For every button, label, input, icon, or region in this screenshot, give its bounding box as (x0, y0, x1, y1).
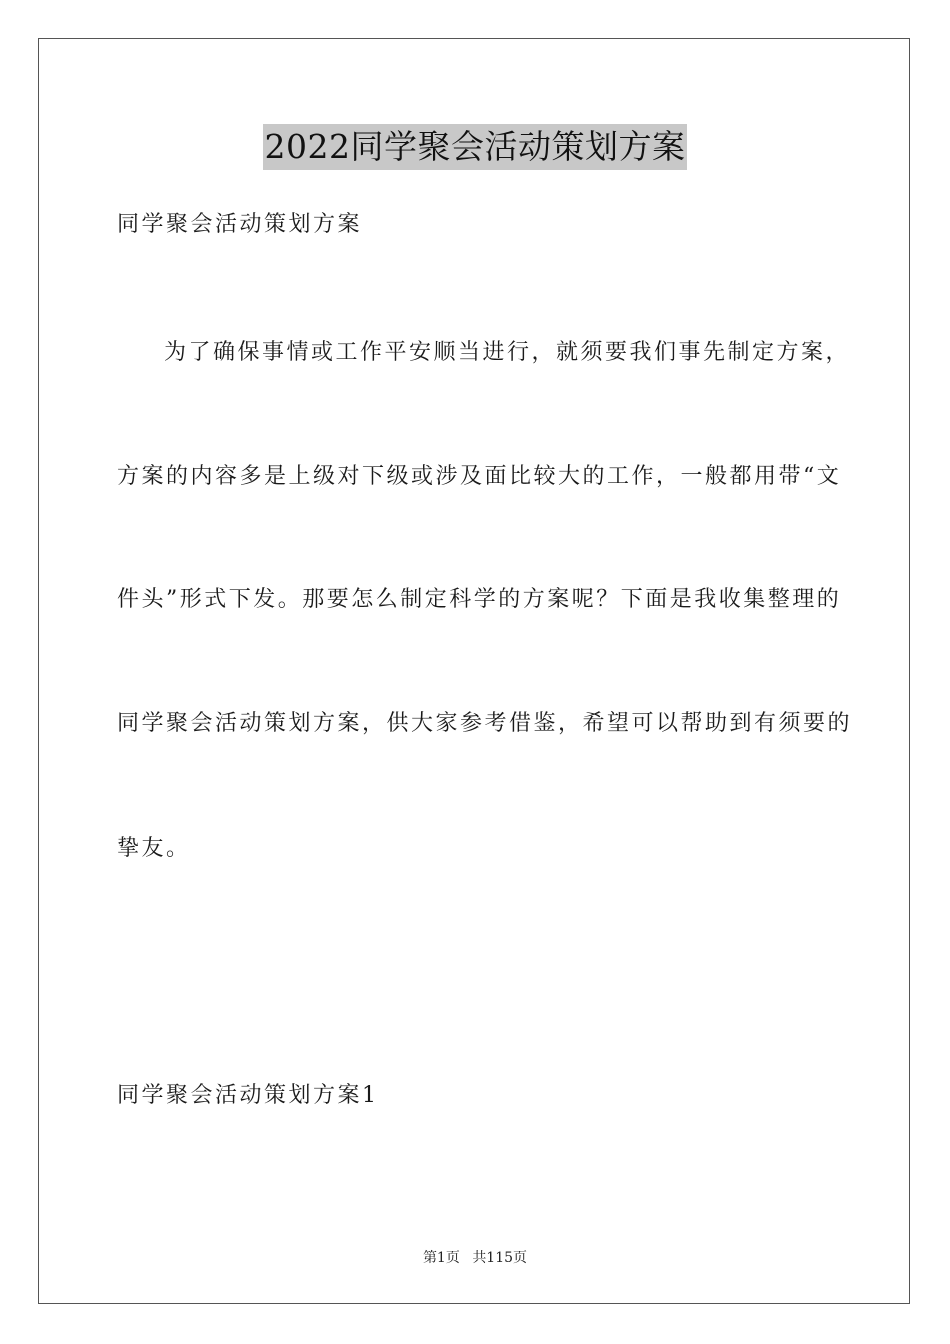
paragraph-line-2: 方案的内容多是上级对下级或涉及面比较大的工作，一般都用带“文 (117, 464, 842, 489)
paragraph-line-4: 同学聚会活动策划方案，供大家参考借鉴，希望可以帮助到有须要的 (117, 711, 853, 736)
page-footer (0, 1247, 950, 1267)
paragraph-line-5: 挚友。 (117, 836, 191, 861)
page-number-total: 共115页 (472, 1250, 528, 1266)
page-number-current: 第1页 (422, 1250, 460, 1266)
title-container (0, 124, 950, 170)
document-title: 2022同学聚会活动策划方案 (263, 124, 688, 170)
document-subtitle: 同学聚会活动策划方案 (117, 212, 363, 237)
paragraph-line-1: 为了确保事情或工作平安顺当进行，就须要我们事先制定方案， (164, 340, 851, 365)
section-heading: 同学聚会活动策划方案1 (117, 1083, 379, 1108)
paragraph-line-3: 件头”形式下发。那要怎么制定科学的方案呢？下面是我收集整理的 (117, 587, 842, 612)
